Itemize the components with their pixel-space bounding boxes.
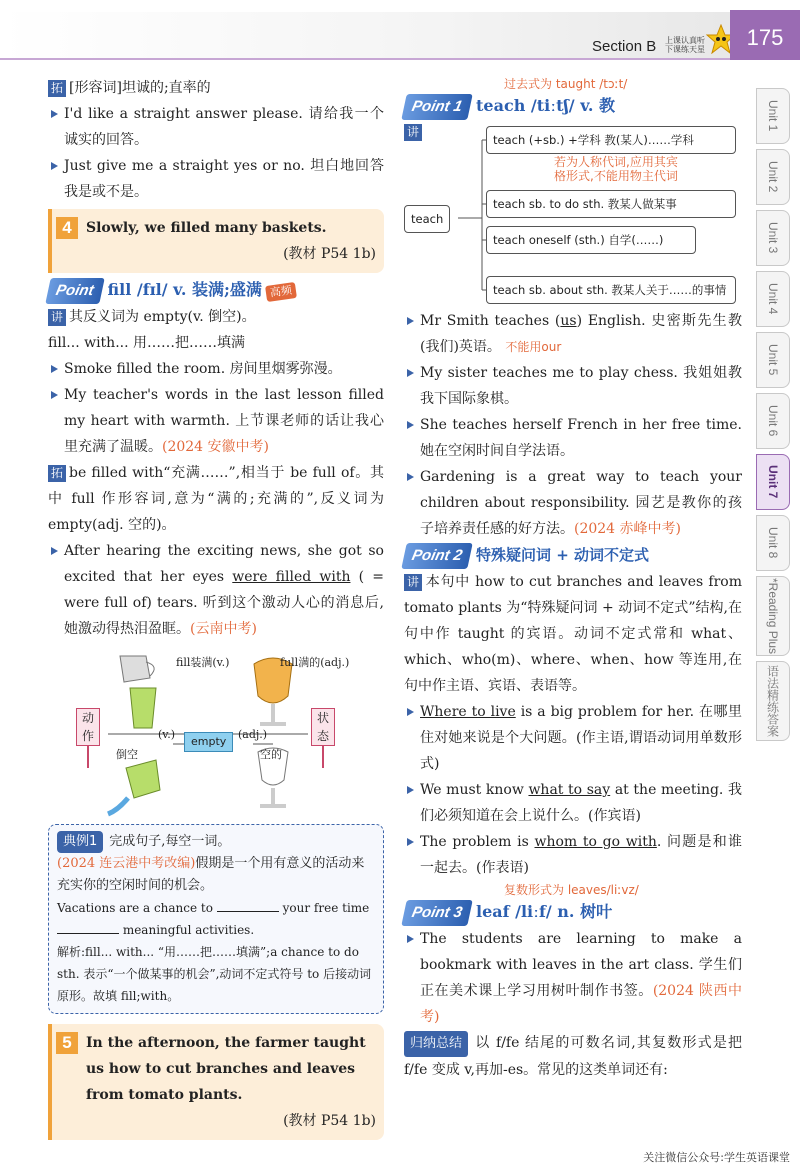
summary — [404, 1030, 742, 1083]
full-label: full满的(adj.) — [280, 656, 350, 669]
example-text: The students are learning to make a bookmark with leaves in the art class. 学生们正在美术课上学习用树叶制作书签。 — [420, 931, 742, 999]
point-badge: Point 1 — [401, 94, 473, 120]
example-text: ( = were full of) tears. 听到这个激动人心的消息后,她激动得热泪盈眶。 — [64, 569, 384, 637]
example-sentence — [404, 777, 742, 829]
example-sentence — [48, 538, 384, 642]
left-column — [48, 75, 384, 1144]
example-sentence — [404, 699, 742, 777]
tab-label: Unit 8 — [766, 527, 780, 559]
explanation — [48, 304, 384, 330]
point-badge: Point 2 — [401, 543, 473, 569]
pour-label: 倒空 — [116, 748, 138, 761]
point-title: fill /fɪl/ v. 装满;盛满 — [107, 280, 262, 299]
extension-note — [48, 460, 384, 538]
example-text: English. 史密斯先生教(我们)英语。 — [420, 313, 742, 355]
note-line: 格形式,不能用物主代词 — [554, 169, 678, 183]
explanation-text: 其反义词为 empty(v. 倒空)。 — [69, 309, 256, 325]
tab-unit-6[interactable] — [756, 393, 790, 449]
underlined-word: us — [560, 313, 577, 329]
exercise-instruction: 完成句子,每空一词。 — [109, 834, 231, 849]
slogan — [665, 36, 705, 54]
note-line: 若为人称代词,应用其宾 — [554, 155, 678, 169]
tipped-glass-icon — [108, 760, 160, 814]
section-label: Section B — [592, 38, 657, 55]
answer-blank[interactable] — [217, 898, 279, 912]
tab-unit-3[interactable] — [756, 210, 790, 266]
point-title: 特殊疑问词 + 动词不定式 — [476, 546, 650, 564]
unit-tabs — [756, 88, 790, 746]
point-1-heading — [404, 93, 742, 120]
underlined-phrase: what to say — [528, 782, 611, 798]
explanation — [404, 569, 742, 699]
example-exercise-box — [48, 824, 384, 1014]
exercise-chinese: 假期是一个用有意义的活动来充实你的空闲时间的机会。 — [57, 856, 365, 893]
explain-tag: 讲 — [48, 309, 66, 326]
tab-label: Unit 1 — [766, 100, 780, 132]
action-box: 动作 — [76, 708, 100, 746]
slogan-line-1: 上课认真听 — [665, 36, 705, 45]
example-text: We must know — [420, 782, 524, 798]
explain-tag: 讲 — [404, 574, 422, 591]
green-glass-icon — [130, 688, 156, 728]
tree-branch-1: teach (+sb.) +学科 教(某人)……学科 — [486, 126, 736, 154]
example-sentence — [404, 829, 742, 881]
point-3-heading — [404, 899, 742, 926]
fill-full-diagram — [48, 648, 384, 818]
example-sentence — [404, 464, 742, 542]
example-sentence — [48, 382, 384, 460]
example-sentence: Just give me a straight yes or no. 坦白地回答我是或不是。 — [48, 153, 384, 205]
tab-label: 语法精练答案 — [765, 665, 780, 737]
tab-grammar-answers[interactable] — [756, 661, 790, 741]
right-column — [404, 75, 742, 1083]
point-2-heading — [404, 542, 742, 569]
verb-label: (v.) — [158, 728, 175, 741]
extend-tag: 拓 — [48, 80, 66, 97]
exercise-source: (2024 连云港中考改编) — [57, 856, 196, 871]
example-text: Mr Smith teaches — [420, 313, 550, 329]
page-number: 175 — [730, 10, 800, 60]
exercise-tag: 典例1 — [57, 831, 103, 853]
empty-state-label: 空的 — [260, 748, 282, 761]
sentence-text: Slowly, we filled many baskets. — [86, 220, 327, 236]
key-sentence-4 — [48, 209, 384, 273]
usage-note: 不能用our — [505, 340, 562, 354]
tree-branch-1-note — [554, 155, 678, 183]
key-sentence-5 — [48, 1024, 384, 1140]
tab-label: Unit 5 — [766, 344, 780, 376]
exercise-text: your free time — [282, 901, 370, 915]
extension-text: [形容词]坦诚的;直率的 — [69, 80, 211, 96]
tab-unit-5[interactable] — [756, 332, 790, 388]
exercise-text: Vacations are a chance to — [57, 901, 213, 915]
tab-unit-7[interactable] — [756, 454, 790, 510]
tab-label: Unit 4 — [766, 283, 780, 315]
teach-usage-tree — [404, 122, 742, 308]
extension-note — [48, 75, 384, 101]
exercise-instruction-line — [57, 831, 375, 853]
tab-unit-2[interactable] — [756, 149, 790, 205]
tab-label: Unit 3 — [766, 222, 780, 254]
tab-unit-4[interactable] — [756, 271, 790, 327]
tree-branch-4: teach sb. about sth. 教某人关于……的事情 — [486, 276, 736, 304]
tab-label: Unit 7 — [766, 465, 780, 499]
tab-unit-8[interactable] — [756, 515, 790, 571]
example-text: . 问题是和谁一起去。(作表语) — [420, 834, 743, 876]
tree-root: teach — [404, 205, 450, 233]
example-sentence: I'd like a straight answer please. 请给我一个诚实的回答。 — [48, 101, 384, 153]
exercise-text: meaningful activities. — [122, 923, 255, 937]
slogan-line-2: 下课练天星 — [665, 45, 705, 54]
explain-tag: 讲 — [404, 124, 422, 141]
summary-tag: 归纳总结 — [404, 1031, 468, 1057]
point-badge: Point — [45, 278, 104, 304]
tab-label: *Reading Plus — [766, 577, 780, 655]
fill-label: fill装满(v.) — [176, 656, 230, 669]
past-tense-note: 过去式为 taught /tɔːt/ — [504, 77, 628, 91]
example-sentence: She teaches herself French in her free time. 她在空闲时间自学法语。 — [404, 412, 742, 464]
analysis-label: 解析: — [57, 945, 86, 959]
sentence-source: (教材 P54 1b) — [283, 246, 376, 262]
empty-box: empty — [184, 732, 233, 752]
example-sentence — [404, 926, 742, 1030]
exercise-prompt — [57, 853, 375, 897]
underlined-phrase: whom to go with — [534, 834, 657, 850]
tab-label: Unit 2 — [766, 161, 780, 193]
example-source: (2024 安徽中考) — [162, 439, 270, 455]
summary-text: 以 f/fe 结尾的可数名词,其复数形式是把 f/fe 变成 v,再加-es。常见的这类单词还有: — [404, 1035, 742, 1078]
extension-text: be filled with“充满……”,相当于 be full of。其中 full 作形容词,意为“满的;充满的”,反义词为 empty(adj. 空的)。 — [48, 465, 384, 533]
extend-tag: 拓 — [48, 465, 66, 482]
example-source: (2024 赤峰中考) — [574, 521, 682, 537]
plural-note: 复数形式为 leaves/liːvz/ — [504, 883, 639, 897]
exercise-analysis — [57, 941, 375, 1007]
point-title: leaf /liːf/ n. 树叶 — [476, 902, 613, 921]
footer-note: 关注微信公众号:学生英语课堂 — [643, 1151, 790, 1164]
pitcher-icon — [120, 656, 154, 682]
state-box: 状态 — [311, 708, 335, 746]
high-frequency-badge: 高频 — [265, 282, 297, 302]
tab-unit-1[interactable] — [756, 88, 790, 144]
sentence-text: In the afternoon, the farmer taught us how to cut branches and leaves from tomato plants. — [86, 1035, 366, 1103]
tree-branch-2: teach sb. to do sth. 教某人做某事 — [486, 190, 736, 218]
example-text: The problem is — [420, 834, 529, 850]
example-text: After hearing the exciting news, she got so excited that her eyes — [64, 543, 384, 585]
tree-branch-3: teach oneself (sth.) 自学(……) — [486, 226, 696, 254]
example-sentence: My sister teaches me to play chess. 我姐姐教我下国际象棋。 — [404, 360, 742, 412]
sentence-number: 4 — [56, 217, 78, 239]
example-text: is a big problem for her. 在哪里住对她来说是个大问题。(作主语,谓语动词用单数形式) — [420, 704, 742, 772]
example-text: Gardening is a great way to teach your children about responsibility. 园艺是教你的孩子培养责任感的好方法。 — [420, 469, 742, 537]
example-sentence: Mr Smith teaches (us) English. 史密斯先生教(我们)英语。 不能用our — [404, 308, 742, 360]
explanation-text: 本句中 how to cut branches and leaves from tomato plants 为“特殊疑问词 + 动词不定式”结构,在句中作 taught 的宾语。动词不定式常和 what、which、who(m)、where、when、how 等连用,在句中作主语、宾语、表语等。 — [404, 574, 742, 694]
exercise-english — [57, 897, 375, 941]
sentence-source: (教材 P54 1b) — [283, 1113, 376, 1129]
adjective-label: (adj.) — [238, 728, 268, 741]
tab-reading-plus[interactable] — [756, 576, 790, 656]
example-text: My teacher's words in the last lesson filled my heart with warmth. 上节课老师的话让我心里充满了温暖。 — [64, 387, 384, 455]
point-title: teach /tiːtʃ/ v. 教 — [476, 96, 616, 115]
tab-label: Unit 6 — [766, 405, 780, 437]
example-source: (2024 陕西中考) — [420, 983, 743, 1025]
page-header — [0, 0, 800, 62]
underlined-phrase: were filled with — [232, 569, 351, 585]
answer-blank[interactable] — [57, 920, 119, 934]
sentence-number: 5 — [56, 1032, 78, 1054]
phrase: fill... with... 用……把……填满 — [48, 335, 245, 351]
example-text: at the meeting. 我们必须知道在会上说什么。(作宾语) — [420, 782, 742, 824]
example-source: (云南中考) — [190, 621, 257, 637]
example-sentence: Smoke filled the room. 房间里烟雾弥漫。 — [48, 356, 384, 382]
point-heading — [48, 277, 384, 304]
underlined-phrase: Where to live — [420, 704, 516, 720]
point-badge: Point 3 — [401, 900, 473, 926]
analysis-text: fill... with... “用……把……填满”;a chance to do sth. 表示“一个做某事的机会”,动词不定式符号 to 后接动词原形。故填 fill;with。 — [57, 945, 372, 1003]
